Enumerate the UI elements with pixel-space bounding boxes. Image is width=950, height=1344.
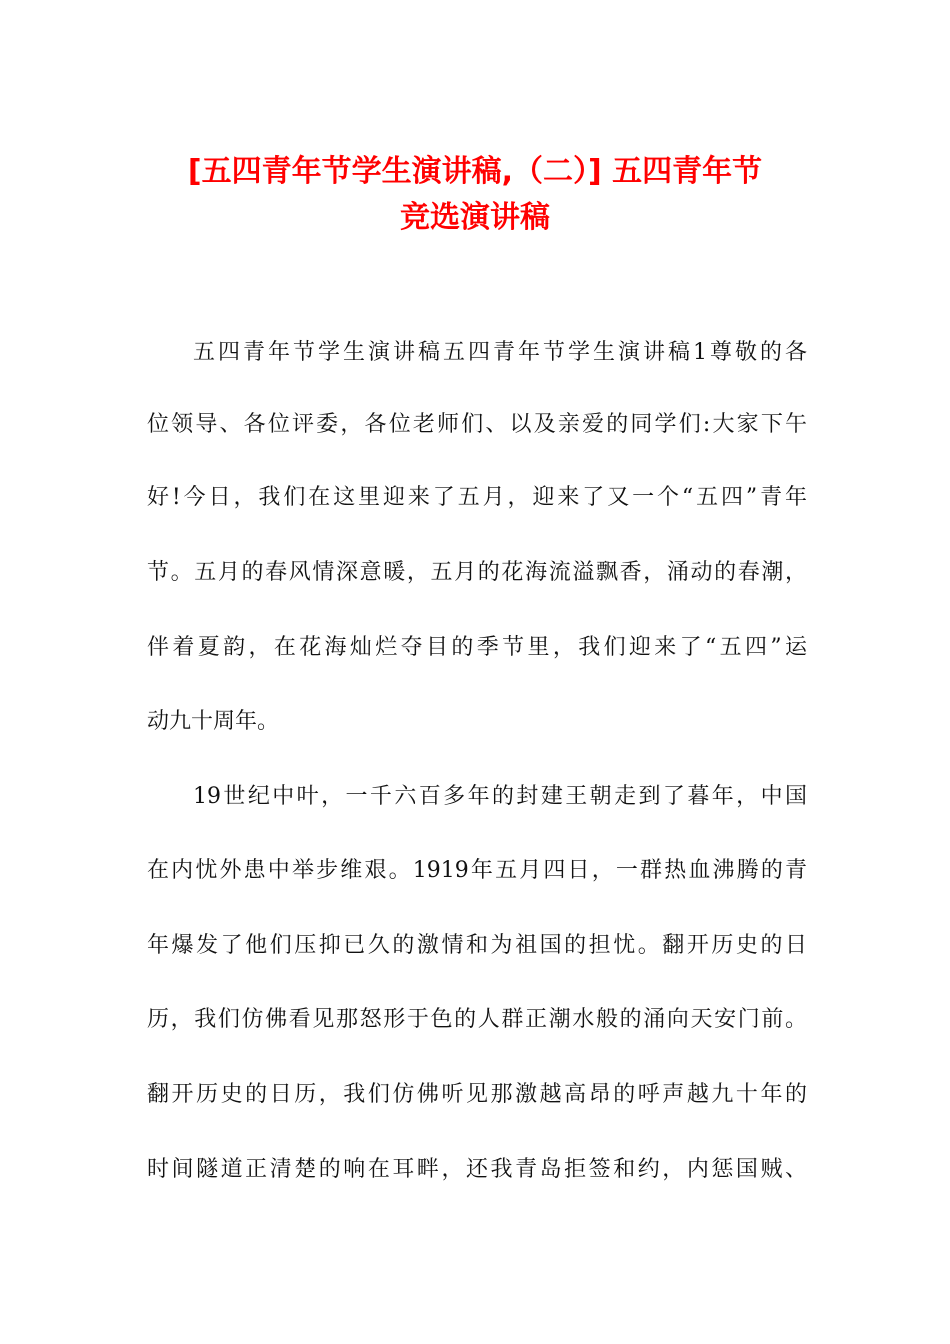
document-title-line-1: [五四青年节学生演讲稿,（二）] 五四青年节 xyxy=(187,154,763,189)
paragraph-line: 动九十周年。 xyxy=(147,709,280,734)
paragraph-line: 时间隧道正清楚的响在耳畔，还我青岛拒签和约，内惩国贼、 xyxy=(147,1157,807,1182)
paragraph-line: 19世纪中叶，一千六百多年的封建王朝走到了暮年，中国 xyxy=(193,784,807,809)
paragraph-line: 节。五月的春风情深意暖，五月的花海流溢飘香，涌动的春潮， xyxy=(147,560,807,585)
paragraph-line: 年爆发了他们压抑已久的激情和为祖国的担忧。翻开历史的日 xyxy=(147,933,807,958)
paragraph-line: 位领导、各位评委，各位老师们、以及亲爱的同学们:大家下午 xyxy=(147,412,807,437)
paragraph-line: 伴着夏韵，在花海灿烂夺目的季节里，我们迎来了“五四”运 xyxy=(147,635,807,660)
paragraph-line: 在内忧外患中举步维艰。1919年五月四日，一群热血沸腾的青 xyxy=(147,858,807,883)
paragraph-line: 五四青年节学生演讲稿五四青年节学生演讲稿1尊敬的各 xyxy=(193,340,807,365)
paragraph-line: 翻开历史的日历，我们仿佛听见那激越高昂的呼声越九十年的 xyxy=(147,1082,807,1107)
document-title-line-2: 竞选演讲稿 xyxy=(400,200,550,235)
paragraph-line: 历，我们仿佛看见那怒形于色的人群正潮水般的涌向天安门前。 xyxy=(147,1007,807,1032)
paragraph-line: 好!今日，我们在这里迎来了五月，迎来了又一个“五四”青年 xyxy=(147,485,807,510)
